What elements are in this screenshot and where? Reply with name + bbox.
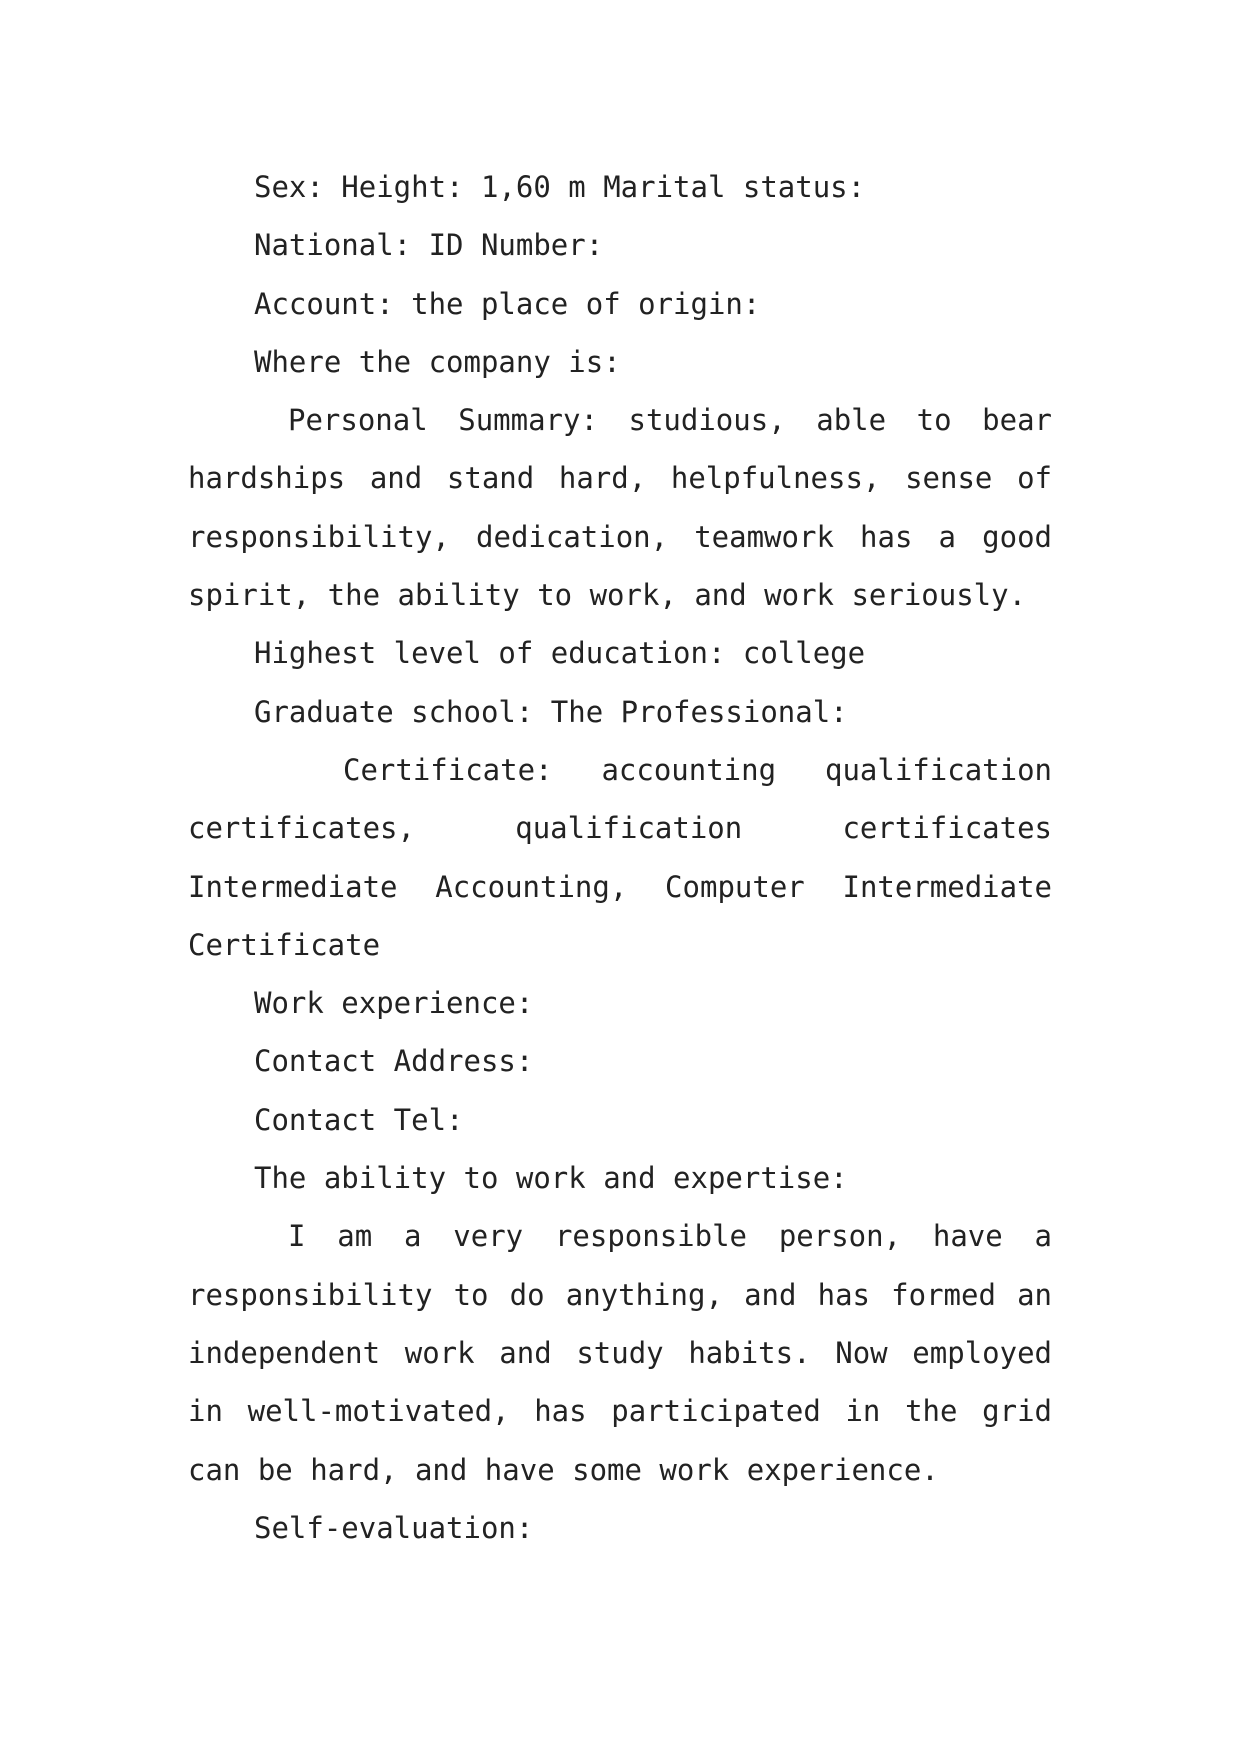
national-id-line: National: ID Number: [254, 228, 604, 263]
account-origin-line: Account: the place of origin: [254, 286, 761, 321]
self-evaluation-line: Self-evaluation: [254, 1510, 534, 1545]
company-location-line: Where the company is: [254, 344, 621, 379]
contact-address-line: Contact Address: [254, 1044, 534, 1079]
education-level-line: Highest level of education: college [254, 636, 866, 671]
ability-paragraph: I am a very responsible person, have a responsibility to do anything, and has formed an independent work and study habits. Now employed in well-motivated, has participated in the grid can be hard, and have some work experience. [188, 1219, 1052, 1487]
contact-tel-line: Contact Tel: [254, 1102, 464, 1137]
ability-heading-line: The ability to work and expertise: [254, 1161, 848, 1196]
work-experience-line: Work experience: [254, 986, 534, 1021]
document-body [188, 158, 1052, 1557]
graduate-school-line: Graduate school: The Professional: [254, 694, 848, 729]
personal-summary-paragraph: Personal Summary: studious, able to bear hardships and stand hard, helpfulness, sense of responsibility, dedication, teamwork has a good spirit, the ability to work, and work seriously. [188, 403, 1052, 613]
certificate-paragraph: Certificate: accounting qualification certificates, qualification certificates Intermediate Accounting, Computer Intermediate Certificate [188, 752, 1052, 962]
sex-height-marital-line: Sex: Height: 1,60 m Marital status: [254, 170, 866, 204]
